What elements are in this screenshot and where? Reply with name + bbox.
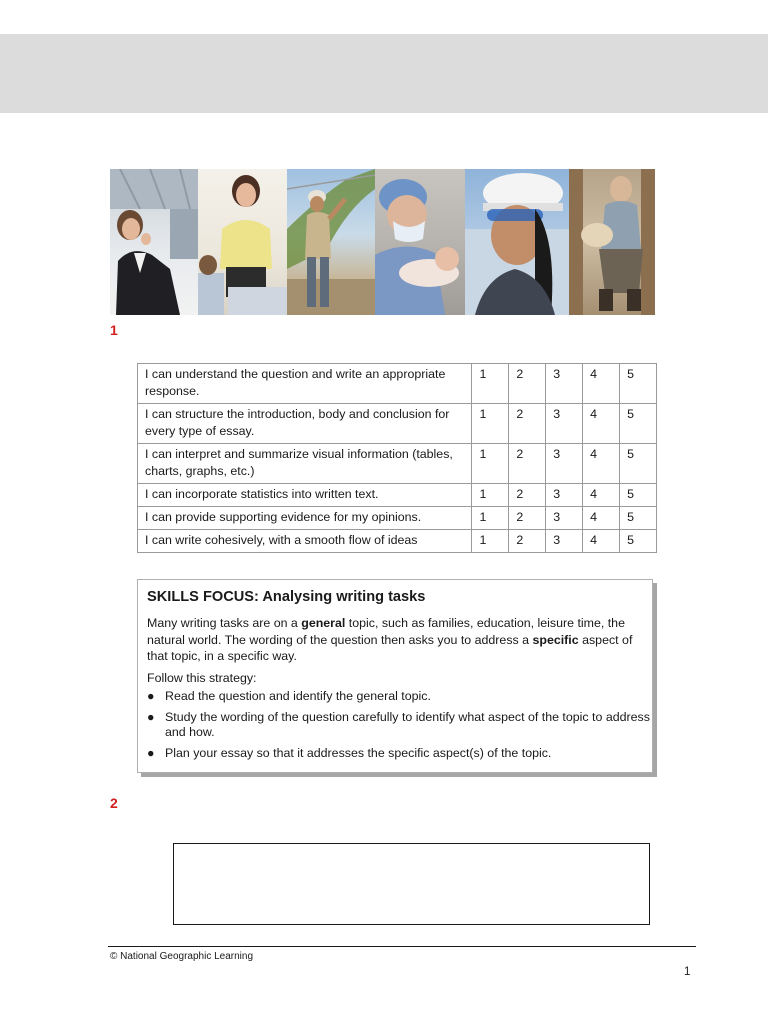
engineer-illustration — [465, 169, 569, 315]
rating-cell[interactable]: 5 — [620, 404, 657, 444]
strategy-text: Plan your essay so that it addresses the specific aspect(s) of the topic. — [165, 745, 552, 760]
table-row — [138, 364, 657, 404]
strategy-item — [147, 689, 652, 704]
table-row — [138, 530, 657, 553]
rating-cell[interactable]: 4 — [583, 507, 620, 530]
question-number-2: 2 — [110, 795, 118, 811]
skills-focus-paragraph — [147, 615, 652, 665]
copyright-notice: © National Geographic Learning — [110, 951, 254, 962]
strategy-text: Study the wording of the question carefully to identify what aspect of the topic to address and how. — [165, 709, 650, 739]
rating-cell[interactable]: 5 — [620, 364, 657, 404]
rating-cell[interactable]: 5 — [620, 484, 657, 507]
rating-cell[interactable]: 3 — [546, 364, 583, 404]
strategy-list — [147, 689, 652, 761]
photo-farmer — [287, 169, 375, 315]
businesswoman-illustration — [110, 169, 198, 315]
rating-cell[interactable]: 2 — [509, 530, 546, 553]
rating-cell[interactable]: 1 — [472, 364, 509, 404]
rating-cell[interactable]: 2 — [509, 364, 546, 404]
rating-cell[interactable]: 3 — [546, 484, 583, 507]
photo-elderly-man — [569, 169, 655, 315]
bullet-icon: ● — [147, 745, 155, 760]
answer-box[interactable] — [173, 843, 650, 925]
statement-cell: I can interpret and summarize visual information (tables, charts, graphs, etc.) — [138, 444, 472, 484]
statement-cell: I can incorporate statistics into written text. — [138, 484, 472, 507]
strategy-text: Read the question and identify the general topic. — [165, 688, 431, 703]
rating-cell[interactable]: 1 — [472, 507, 509, 530]
photo-surgeon-baby — [375, 169, 465, 315]
table-row — [138, 484, 657, 507]
rating-cell[interactable]: 1 — [472, 404, 509, 444]
statement-cell: I can understand the question and write an appropriate response. — [138, 364, 472, 404]
rating-cell[interactable]: 2 — [509, 444, 546, 484]
header-band — [0, 34, 768, 113]
statement-cell: I can write cohesively, with a smooth flow of ideas — [138, 530, 472, 553]
question-number-1: 1 — [110, 322, 118, 338]
elderly-man-illustration — [569, 169, 655, 315]
rating-cell[interactable]: 3 — [546, 404, 583, 444]
photo-strip — [110, 169, 655, 315]
paragraph-bold-specific: specific — [532, 632, 579, 647]
rating-cell[interactable]: 2 — [509, 404, 546, 444]
skills-focus-box — [137, 579, 653, 773]
paragraph-text: Many writing tasks are on a — [147, 616, 302, 630]
self-assessment-table — [137, 363, 657, 553]
skills-focus-title: SKILLS FOCUS: Analysing writing tasks — [147, 589, 426, 605]
rating-cell[interactable]: 3 — [546, 507, 583, 530]
table-row — [138, 507, 657, 530]
table-row — [138, 404, 657, 444]
strategy-item — [147, 746, 652, 761]
strategy-intro: Follow this strategy: — [147, 670, 257, 685]
rating-cell[interactable]: 5 — [620, 444, 657, 484]
photo-engineer-hardhat — [465, 169, 569, 315]
photo-businesswoman-phone — [110, 169, 198, 315]
paragraph-text: aspect of that topic, in a specific way. — [147, 632, 633, 663]
rating-cell[interactable]: 1 — [472, 530, 509, 553]
bullet-icon: ● — [147, 688, 155, 703]
rating-cell[interactable]: 2 — [509, 484, 546, 507]
page-number: 1 — [684, 966, 691, 978]
rating-cell[interactable]: 3 — [546, 444, 583, 484]
table-row — [138, 444, 657, 484]
rating-cell[interactable]: 2 — [509, 507, 546, 530]
surgeon-illustration — [375, 169, 465, 315]
rating-cell[interactable]: 1 — [472, 444, 509, 484]
paragraph-text: topic, such as families, education, leisure time, the natural world. The wording of the question then asks you to address a — [147, 616, 625, 647]
rating-cell[interactable]: 4 — [583, 530, 620, 553]
paragraph-bold-general: general — [301, 616, 346, 630]
photo-teacher — [198, 169, 287, 315]
rating-cell[interactable]: 4 — [583, 364, 620, 404]
rating-cell[interactable]: 4 — [583, 404, 620, 444]
rating-cell[interactable]: 3 — [546, 530, 583, 553]
rating-cell[interactable]: 5 — [620, 507, 657, 530]
statement-cell: I can provide supporting evidence for my opinions. — [138, 507, 472, 530]
rating-cell[interactable]: 4 — [583, 484, 620, 507]
footer-divider — [108, 946, 696, 947]
statement-cell: I can structure the introduction, body and conclusion for every type of essay. — [138, 404, 472, 444]
rating-cell[interactable]: 4 — [583, 444, 620, 484]
teacher-illustration — [198, 169, 287, 315]
rating-cell[interactable]: 5 — [620, 530, 657, 553]
bullet-icon: ● — [147, 709, 155, 724]
rating-cell[interactable]: 1 — [472, 484, 509, 507]
farmer-illustration — [287, 169, 375, 315]
strategy-item — [147, 710, 652, 740]
